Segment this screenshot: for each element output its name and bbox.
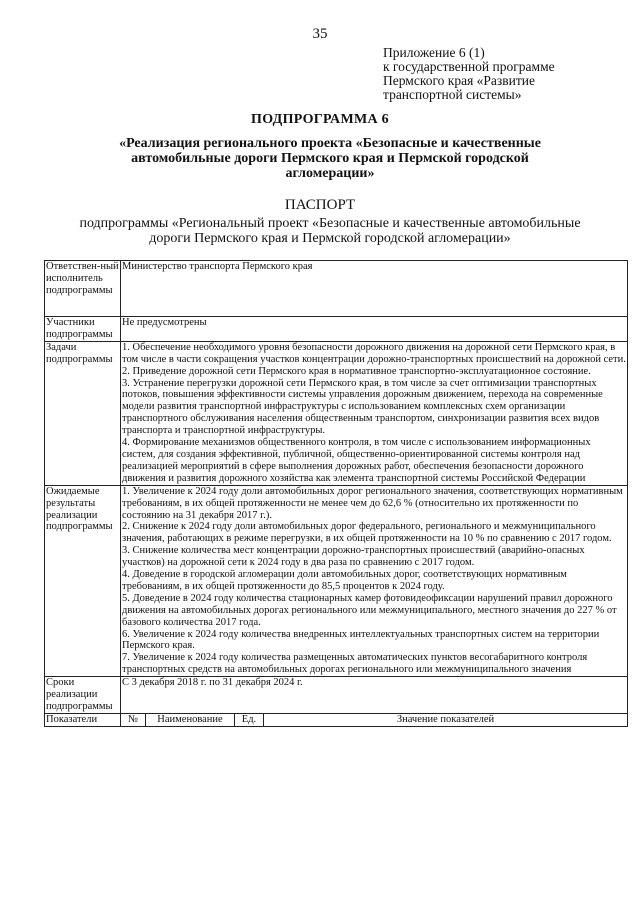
- terms-value: С 3 декабря 2018 г. по 31 декабря 2024 г.: [121, 677, 628, 714]
- result-item: 5. Доведение в 2024 году количества стационарных камер фотовидеофиксации нарушений правил дорожного движения на автомобильных дорогах регионального или межмуниципального, местного значения до 227 % от базового количества 2017 года.: [122, 592, 617, 628]
- col-values-header: Значение показателей: [396, 713, 495, 725]
- executor-value: Министерство транспорта Пермского края: [121, 261, 628, 317]
- task-item: 3. Устранение перегрузки дорожной сети Пермского края, в том числе за счет оптимизации транспортных потоков, повышения эффективности системы управления дорожным движением, перехода на современные модели развития транспортной инфраструктуры с использованием комплексных схем организации транспортного обслуживания населения общественным транспортом, синхронизации развития всех видов транспорта и транспортной инфраструктуры.: [122, 377, 603, 437]
- tasks-label: Задачи подпрограммы: [45, 341, 121, 485]
- appendix-line-4: транспортной системы»: [383, 87, 522, 102]
- indicators-header: [121, 713, 628, 726]
- subprogram-title: ПОДПРОГРАММА 6: [251, 112, 389, 127]
- appendix-line-1: Приложение 6 (1): [383, 45, 485, 60]
- result-item: 3. Снижение количества мест концентрации дорожно-транспортных происшествий (аварийно-опасных участков) на дорожной сети к 2024 году в два раза по сравнению с 2017 годом.: [122, 545, 585, 569]
- col-no-header: №: [121, 714, 146, 726]
- tasks-value: [121, 341, 628, 485]
- terms-label: Сроки реализации подпрограммы: [45, 677, 121, 714]
- result-item: 7. Увеличение к 2024 году количества размещенных автоматических пунктов весогабаритного контроля транспортных средств на автомобильных дорогах регионального или межмуниципального значения: [122, 652, 588, 676]
- appendix-line-2: к государственной программе: [383, 59, 555, 74]
- col-unit-header: Ед.: [235, 714, 264, 726]
- project-title: «Реализация регионального проекта «Безопасные и качественные автомобильные дороги Пермского края и Пермской городской агломерации»: [119, 136, 541, 181]
- passport-title: ПАСПОРТ: [284, 197, 356, 213]
- appendix-line-3: Пермского края «Развитие: [383, 73, 535, 88]
- result-item: 6. Увеличение к 2024 году количества внедренных интеллектуальных транспортных систем на территории Пермского края.: [122, 628, 600, 652]
- table-row-results: [45, 485, 628, 677]
- table-row-participants: [45, 317, 628, 342]
- task-item: 2. Приведение дорожной сети Пермского края в нормативное транспортно-эксплуатационное состояние.: [122, 365, 591, 377]
- results-label: Ожидаемые результаты реализации подпрограммы: [45, 485, 121, 677]
- task-item: 4. Формирование механизмов общественного контроля, в том числе с использованием информационных систем, для создания эффективной, публичной, общественно-ориентированной системы контроля над реализацией мероприятий в сфере выполнения дорожных работ, обеспечения безопасности дорожного движения и развития дорожного хозяйства как элемента транспортной системы Российской Федерации: [122, 437, 591, 484]
- table-row-tasks: [45, 341, 628, 485]
- col-name-header: Наименование: [146, 714, 235, 726]
- passport-subtitle: подпрограммы «Региональный проект «Безопасные и качественные автомобильные дороги Пермского края и Пермской городской агломерации»: [79, 216, 581, 246]
- passport-table: [44, 260, 628, 727]
- participants-label: Участники подпрограммы: [45, 317, 121, 342]
- participants-value: Не предусмотрены: [121, 317, 628, 342]
- page-number: 35: [312, 26, 328, 42]
- table-row-indicators: [45, 713, 628, 726]
- indicators-header-table: [121, 714, 627, 726]
- results-value: [121, 485, 628, 677]
- result-item: 4. Доведение в городской агломерации доли автомобильных дорог, соответствующих нормативным требованиям, в их общей протяженности до 85,5 процентов к 2024 году.: [122, 569, 567, 592]
- result-item: 2. Снижение к 2024 году доли автомобильных дорог федерального, регионального и межмуниципального значения, работающих в режиме перегрузки, в их общей протяженности на 10 % по сравнению с 2017 годом.: [122, 521, 612, 545]
- executor-label: Ответствен-ный исполнитель подпрограммы: [45, 261, 121, 317]
- table-row-terms: [45, 677, 628, 714]
- indicators-label: Показатели: [45, 713, 121, 726]
- appendix-block: [383, 46, 623, 102]
- table-row-executor: [45, 261, 628, 317]
- result-item: 1. Увеличение к 2024 году доли автомобильных дорог регионального значения, соответствующих нормативным требованиям, в их общей протяженности не менее чем до 62,6 % (относительно их протяженности по состоянию на 31 декабря 2017 г.).: [122, 485, 623, 521]
- task-item: 1. Обеспечение необходимого уровня безопасности дорожного движения на дорожной сети Пермского края, в том числе в части сокращения участков концентрации дорожно-транспортных происшествий на дорожной сети.: [122, 341, 626, 365]
